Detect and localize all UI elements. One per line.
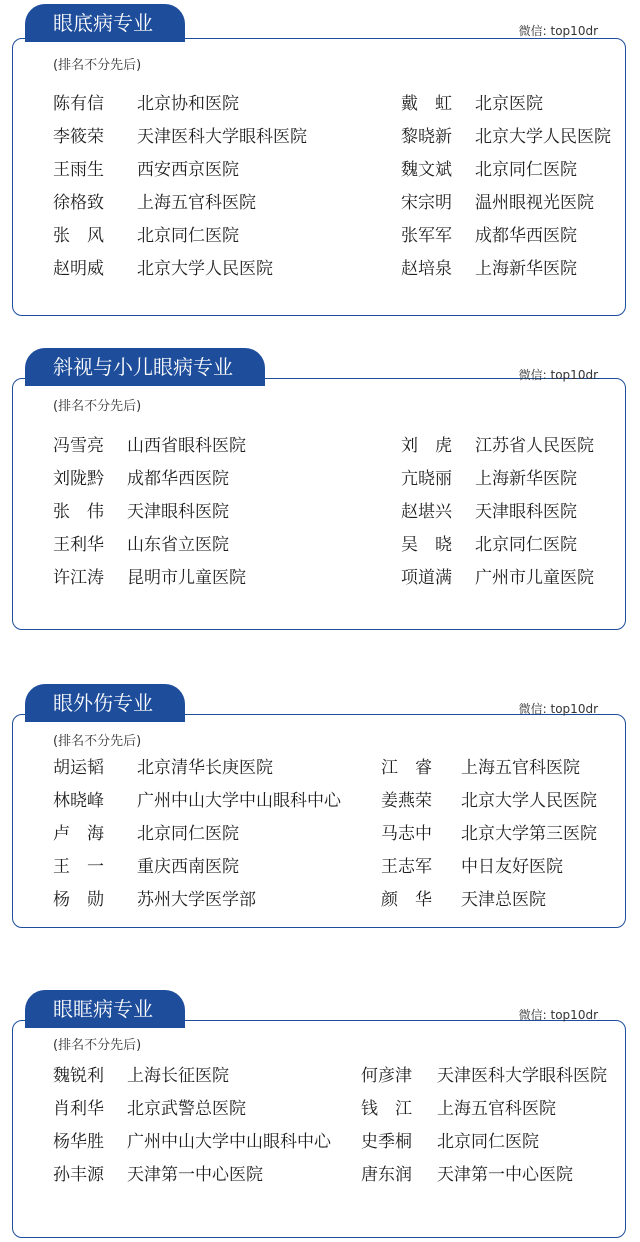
section-box <box>12 1020 626 1238</box>
hospital-name: 北京协和医院 <box>137 94 239 114</box>
doctor-name: 徐格致 <box>53 193 104 213</box>
hospital-name: 江苏省人民医院 <box>475 436 594 456</box>
table-row <box>13 89 625 119</box>
table-row <box>13 753 625 783</box>
hospital-name: 北京大学人民医院 <box>475 127 611 147</box>
hospital-name: 温州眼视光医院 <box>475 193 594 213</box>
hospital-name: 西安西京医院 <box>137 160 239 180</box>
table-row <box>13 221 625 251</box>
doctor-name: 江 睿 <box>381 758 432 778</box>
hospital-name: 山东省立医院 <box>127 535 229 555</box>
doctor-name: 王志军 <box>381 857 432 877</box>
section-title: 眼外伤专业 <box>25 684 185 722</box>
section-1 <box>0 4 640 320</box>
doctor-name: 项道满 <box>401 568 452 588</box>
table-row <box>13 563 625 593</box>
wechat-watermark: 微信: top10dr <box>518 702 598 716</box>
table-row <box>13 885 625 915</box>
doctor-name: 赵堪兴 <box>401 502 452 522</box>
doctor-name: 魏锐利 <box>53 1066 104 1086</box>
section-box <box>12 38 626 316</box>
hospital-name: 北京同仁医院 <box>137 226 239 246</box>
table-row <box>13 786 625 816</box>
hospital-name: 山西省眼科医院 <box>127 436 246 456</box>
ranking-note: (排名不分先后) <box>53 1038 142 1053</box>
doctor-name: 颜 华 <box>381 890 432 910</box>
section-4 <box>0 990 640 1242</box>
hospital-name: 天津眼科医院 <box>127 502 229 522</box>
hospital-name: 天津第一中心医院 <box>127 1165 263 1185</box>
section-box <box>12 714 626 928</box>
hospital-name: 天津医科大学眼科医院 <box>437 1066 607 1086</box>
hospital-name: 昆明市儿童医院 <box>127 568 246 588</box>
doctor-name: 张 伟 <box>53 502 104 522</box>
hospital-name: 北京大学第三医院 <box>461 824 597 844</box>
doctor-name: 马志中 <box>381 824 432 844</box>
doctor-name: 王利华 <box>53 535 104 555</box>
ranking-note: (排名不分先后) <box>53 734 142 749</box>
hospital-name: 北京同仁医院 <box>137 824 239 844</box>
hospital-name: 北京同仁医院 <box>475 535 577 555</box>
doctor-name: 赵明威 <box>53 259 104 279</box>
hospital-name: 上海五官科医院 <box>137 193 256 213</box>
table-row <box>13 188 625 218</box>
doctor-name: 亢晓丽 <box>401 469 452 489</box>
doctor-name: 林晓峰 <box>53 791 104 811</box>
doctor-name: 李筱荣 <box>53 127 104 147</box>
table-row <box>13 431 625 461</box>
section-title: 斜视与小儿眼病专业 <box>25 348 265 386</box>
doctor-name: 魏文斌 <box>401 160 452 180</box>
section-2 <box>0 348 640 634</box>
wechat-watermark: 微信: top10dr <box>518 24 598 38</box>
wechat-watermark: 微信: top10dr <box>518 1008 598 1022</box>
doctor-name: 吴 晓 <box>401 535 452 555</box>
doctor-name: 刘 虎 <box>401 436 452 456</box>
doctor-name: 史季桐 <box>361 1132 412 1152</box>
hospital-name: 北京大学人民医院 <box>137 259 273 279</box>
section-3 <box>0 684 640 932</box>
doctor-name: 戴 虹 <box>401 94 452 114</box>
hospital-name: 天津医科大学眼科医院 <box>137 127 307 147</box>
section-title: 眼眶病专业 <box>25 990 185 1028</box>
doctor-name: 张 风 <box>53 226 104 246</box>
hospital-name: 上海五官科医院 <box>461 758 580 778</box>
table-row <box>13 819 625 849</box>
table-row <box>13 254 625 284</box>
wechat-watermark: 微信: top10dr <box>518 368 598 382</box>
doctor-name: 王雨生 <box>53 160 104 180</box>
hospital-name: 广州中山大学中山眼科中心 <box>127 1132 331 1152</box>
hospital-name: 北京同仁医院 <box>475 160 577 180</box>
hospital-name: 北京清华长庚医院 <box>137 758 273 778</box>
doctor-name: 赵培泉 <box>401 259 452 279</box>
hospital-name: 苏州大学医学部 <box>137 890 256 910</box>
table-row <box>13 1160 625 1190</box>
doctor-name: 张军军 <box>401 226 452 246</box>
hospital-name: 成都华西医院 <box>127 469 229 489</box>
doctor-name: 胡运韬 <box>53 758 104 778</box>
hospital-name: 上海长征医院 <box>127 1066 229 1086</box>
doctor-name: 陈有信 <box>53 94 104 114</box>
hospital-name: 广州中山大学中山眼科中心 <box>137 791 341 811</box>
doctor-name: 肖利华 <box>53 1099 104 1119</box>
table-row <box>13 155 625 185</box>
doctor-name: 冯雪亮 <box>53 436 104 456</box>
table-row <box>13 530 625 560</box>
hospital-name: 上海新华医院 <box>475 469 577 489</box>
hospital-name: 天津眼科医院 <box>475 502 577 522</box>
hospital-name: 北京医院 <box>475 94 543 114</box>
hospital-name: 中日友好医院 <box>461 857 563 877</box>
hospital-name: 成都华西医院 <box>475 226 577 246</box>
doctor-name: 杨华胜 <box>53 1132 104 1152</box>
doctor-name: 姜燕荣 <box>381 791 432 811</box>
table-row <box>13 1061 625 1091</box>
doctor-name: 孙丰源 <box>53 1165 104 1185</box>
doctor-name: 卢 海 <box>53 824 104 844</box>
table-row <box>13 1094 625 1124</box>
doctor-name: 宋宗明 <box>401 193 452 213</box>
table-row <box>13 497 625 527</box>
doctor-name: 王 一 <box>53 857 104 877</box>
hospital-name: 北京同仁医院 <box>437 1132 539 1152</box>
doctor-name: 钱 江 <box>361 1099 412 1119</box>
section-box <box>12 378 626 630</box>
table-row <box>13 852 625 882</box>
doctor-name: 许江涛 <box>53 568 104 588</box>
ranking-note: (排名不分先后) <box>53 58 142 73</box>
hospital-name: 重庆西南医院 <box>137 857 239 877</box>
hospital-name: 北京大学人民医院 <box>461 791 597 811</box>
hospital-name: 天津第一中心医院 <box>437 1165 573 1185</box>
doctor-name: 黎晓新 <box>401 127 452 147</box>
section-title: 眼底病专业 <box>25 4 185 42</box>
doctor-name: 何彦津 <box>361 1066 412 1086</box>
doctor-name: 刘陇黔 <box>53 469 104 489</box>
table-row <box>13 1127 625 1157</box>
hospital-name: 上海五官科医院 <box>437 1099 556 1119</box>
table-row <box>13 122 625 152</box>
doctor-name: 唐东润 <box>361 1165 412 1185</box>
ranking-note: (排名不分先后) <box>53 399 142 414</box>
hospital-name: 上海新华医院 <box>475 259 577 279</box>
hospital-name: 天津总医院 <box>461 890 546 910</box>
table-row <box>13 464 625 494</box>
hospital-name: 广州市儿童医院 <box>475 568 594 588</box>
hospital-name: 北京武警总医院 <box>127 1099 246 1119</box>
doctor-name: 杨 勋 <box>53 890 104 910</box>
